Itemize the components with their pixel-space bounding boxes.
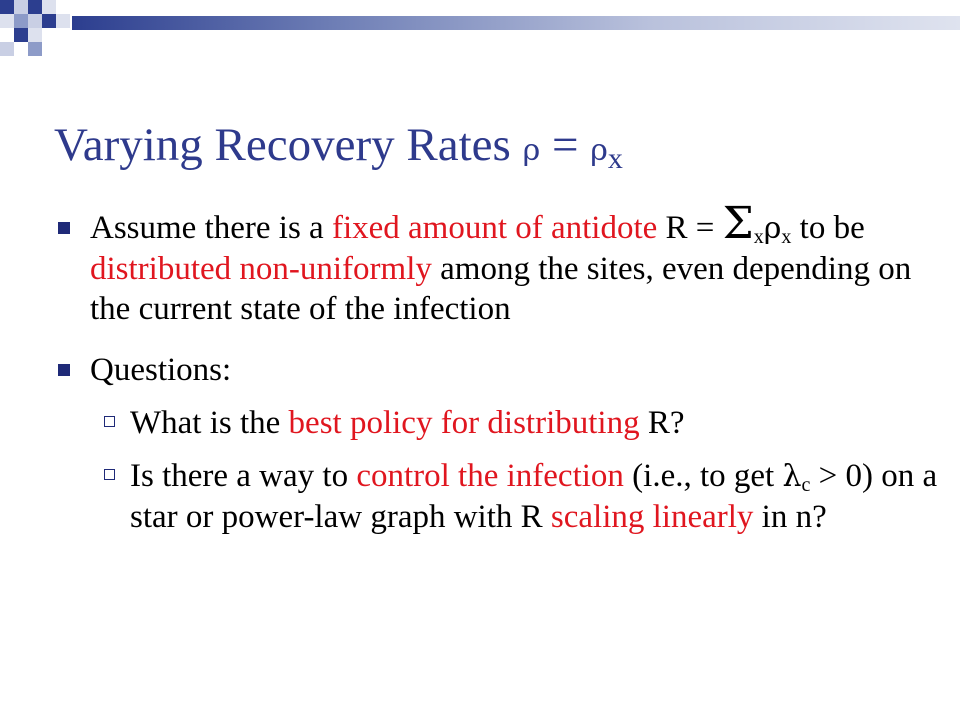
title-subscript: x [607, 142, 623, 175]
header-decoration [0, 0, 960, 60]
deco-square [42, 0, 56, 14]
deco-square [28, 14, 42, 28]
deco-square [28, 28, 42, 42]
bullet-questions: Questions: [54, 350, 944, 390]
header-gradient-bar [72, 16, 960, 30]
highlight-text: scaling linearly [550, 499, 754, 535]
deco-square [42, 14, 56, 28]
title-text: Varying Recovery Rates [54, 119, 523, 171]
title-rho-symbol: ρ [522, 133, 541, 168]
slide-body [54, 198, 944, 550]
sigma-symbol: Σ [722, 198, 754, 249]
square-bullet-icon [58, 222, 70, 234]
subbullet-policy: What is the best policy for distributing R? [54, 403, 944, 443]
slide-title [54, 118, 623, 175]
title-equals: = [540, 119, 591, 171]
highlight-text: control the infection [356, 458, 624, 494]
highlight-text: best policy for distributing [288, 405, 640, 441]
title-rho-symbol: ρ [590, 133, 608, 168]
subbullet-control: Is there a way to control the infection (i.e., to get $\lambda_c > 0$) on a star or power-law graph with R scaling linearly in n? [54, 456, 944, 537]
hollow-square-bullet-icon [104, 416, 115, 427]
deco-square [14, 28, 28, 42]
square-bullet-icon [58, 364, 70, 376]
bullet-assume: Assume there is a fixed amount of antidote $R = \Sigma_x\rho_x$ to be distributed non-uniformly among the sites, even depending on the current state of the infection [54, 208, 944, 329]
deco-square [0, 0, 14, 14]
deco-square [14, 0, 28, 14]
deco-square [28, 42, 42, 56]
deco-square [14, 14, 28, 28]
highlight-text: fixed amount of antidote [331, 210, 658, 246]
lambda-symbol: λ [782, 459, 802, 494]
highlight-text: distributed non-uniformly [90, 251, 432, 287]
deco-square [0, 42, 14, 56]
hollow-square-bullet-icon [104, 469, 115, 480]
rho-symbol: ρ [763, 211, 782, 246]
deco-square [0, 14, 14, 28]
deco-square [56, 14, 70, 28]
deco-square [28, 0, 42, 14]
